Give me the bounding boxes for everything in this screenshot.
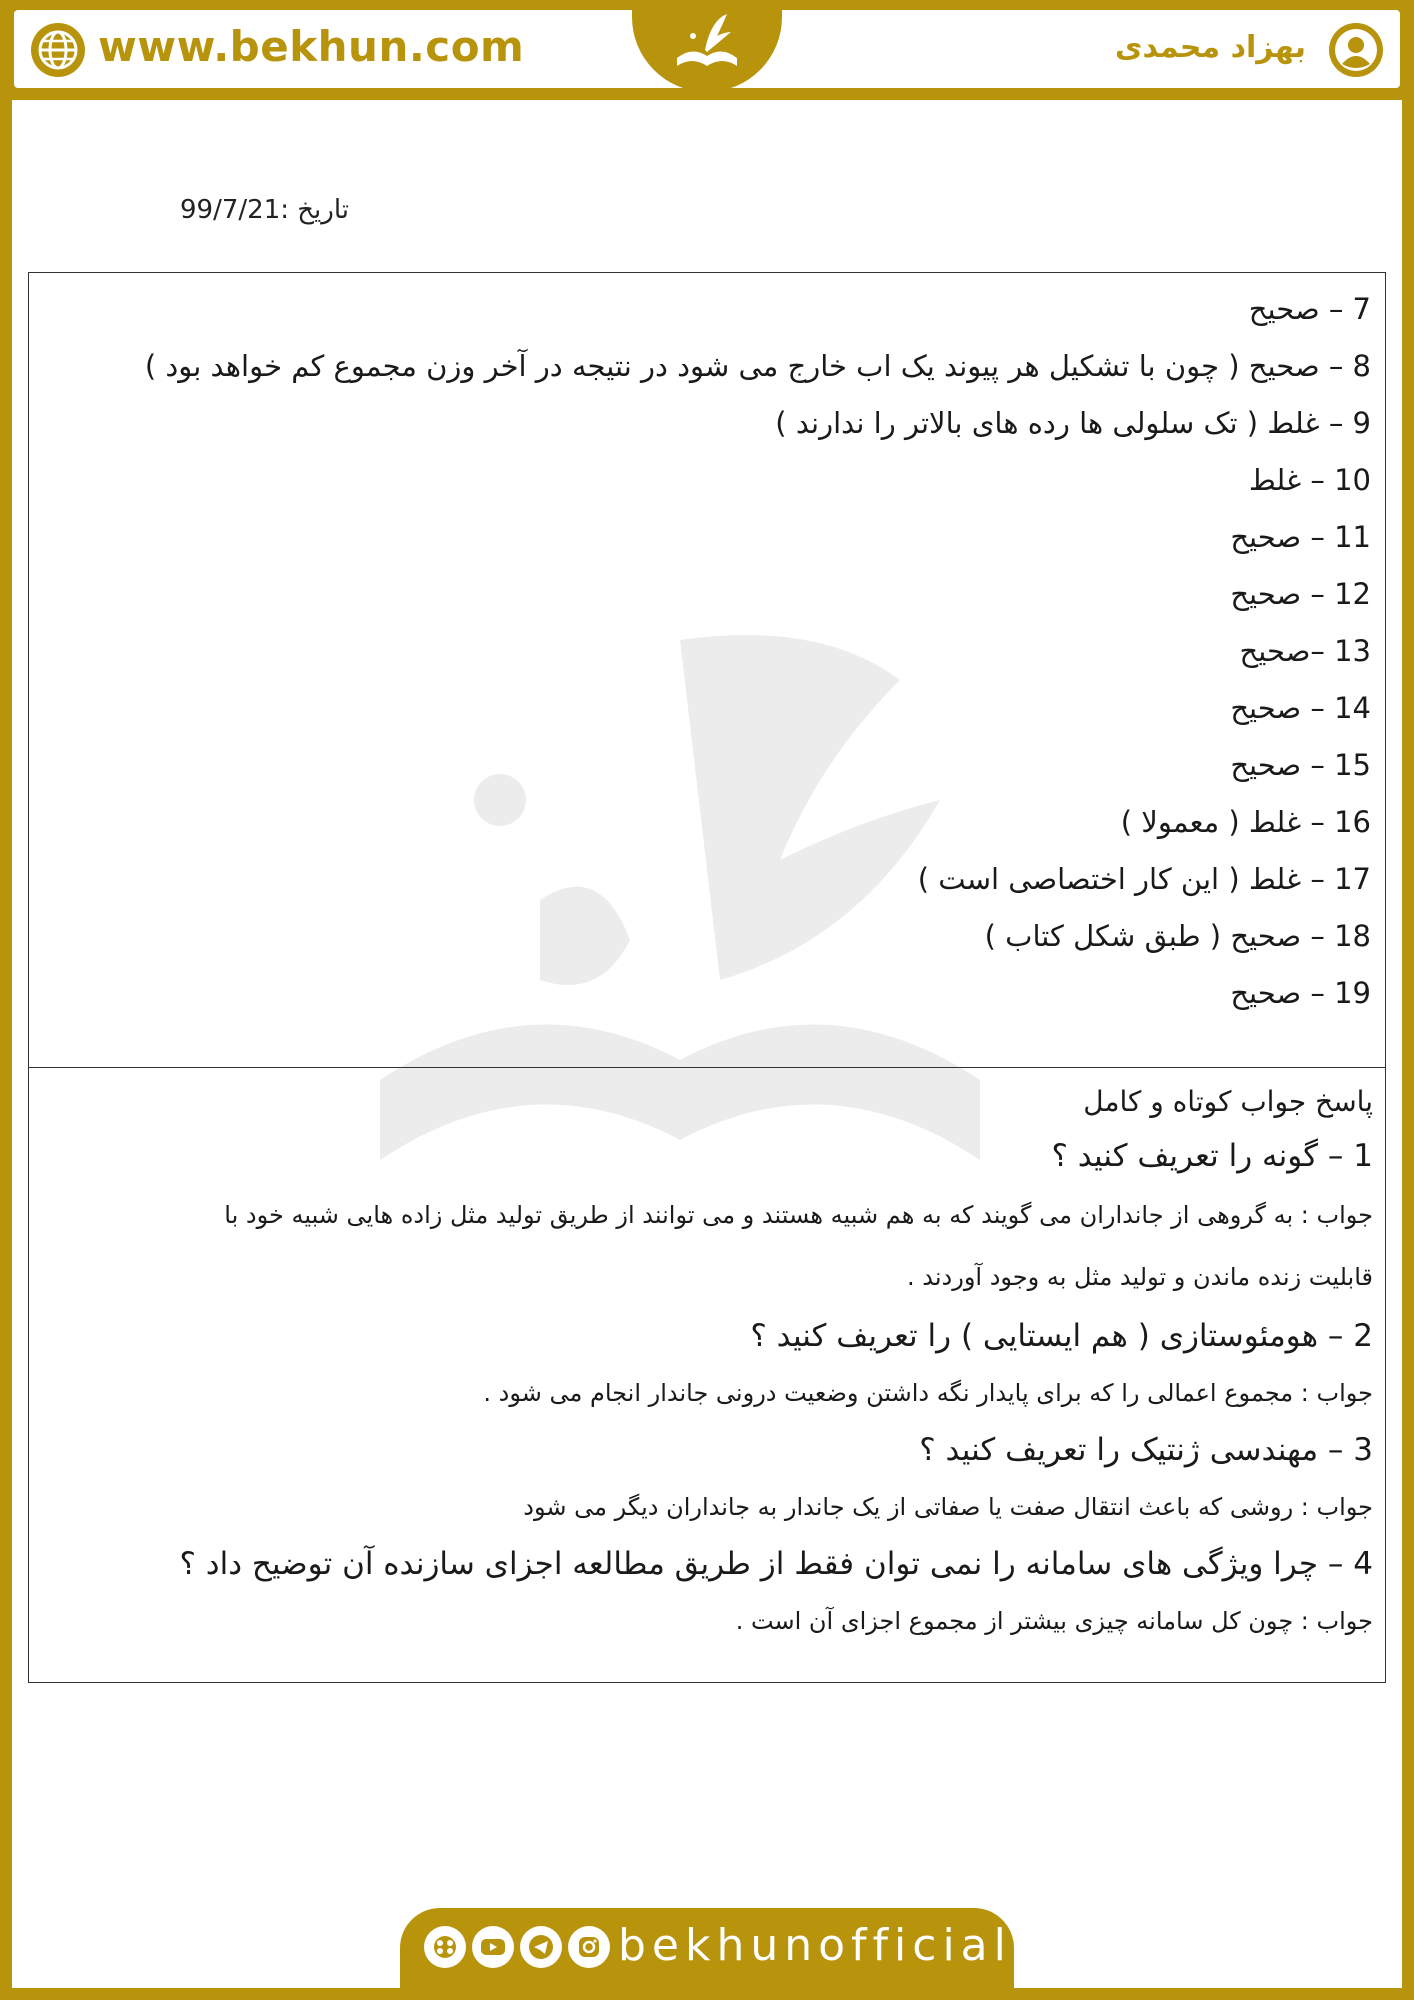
section-heading: پاسخ جواب کوتاه و کامل (1083, 1085, 1373, 1118)
answer-item: 7 – صحیح (1248, 292, 1371, 326)
telegram-icon[interactable] (520, 1926, 562, 1968)
answer-2: جواب : مجموع اعمالی را که برای پایدار نگه داشتن وضعیت درونی جاندار انجام می شود . (483, 1379, 1373, 1407)
question-3: 3 – مهندسی ژنتیک را تعریف کنید ؟ (919, 1432, 1373, 1468)
answer-item: 19 – صحیح (1230, 976, 1371, 1010)
social-handle[interactable]: bekhunofficial (618, 1920, 1012, 1971)
globe-icon (28, 20, 88, 80)
question-1: 1 – گونه را تعریف کنید ؟ (1051, 1138, 1373, 1174)
site-url[interactable]: www.bekhun.com (98, 22, 525, 71)
book-logo-icon (667, 6, 747, 86)
answer-item: 16 – غلط ( معمولا ) (1120, 805, 1371, 839)
answer-item: 14 – صحیح (1230, 691, 1371, 725)
date-label: تاریخ :99/7/21 (180, 195, 349, 225)
user-icon (1326, 20, 1386, 80)
social-icons (424, 1926, 610, 1968)
answer-4: جواب : چون کل سامانه چیزی بیشتر از مجموع اجزای آن است . (735, 1607, 1373, 1635)
answer-1-line-1: جواب : به گروهی از جانداران می گویند که به هم شبیه هستند و می توانند از طریق تولید مثل زاده هایی شبیه خود با (224, 1201, 1373, 1229)
youtube-icon[interactable] (472, 1926, 514, 1968)
question-2: 2 – هومئوستازی ( هم ایستایی ) را تعریف کنید ؟ (750, 1318, 1373, 1354)
footer-social-bar (400, 1908, 1014, 1988)
answer-item: 12 – صحیح (1230, 577, 1371, 611)
answer-item: 9 – غلط ( تک سلولی ها رده های بالاتر را ندارند ) (775, 406, 1371, 440)
instagram-icon[interactable] (568, 1926, 610, 1968)
author-name: بهزاد محمدی (1115, 30, 1306, 65)
question-4: 4 – چرا ویژگی های سامانه را نمی توان فقط از طریق مطالعه اجزای سازنده آن توضیح داد ؟ (179, 1546, 1373, 1582)
answer-item: 17 – غلط ( این کار اختصاصی است ) (917, 862, 1371, 896)
answer-item: 10 – غلط (1248, 463, 1371, 497)
short-answer-section (41, 1076, 1373, 1650)
answer-item: 8 – صحیح ( چون با تشکیل هر پیوند یک اب خارج می شود در نتیجه در آخر وزن مجموع کم خواهد بود ) (144, 349, 1371, 383)
answer-1-line-2: قابلیت زنده ماندن و تولید مثل به وجود آوردند . (907, 1263, 1373, 1291)
answer-item: 11 – صحیح (1230, 520, 1371, 554)
answer-item: 15 – صحیح (1230, 748, 1371, 782)
answers-list (145, 281, 1371, 1022)
true-false-answers-box (28, 272, 1386, 1068)
answer-item: 18 – صحیح ( طبق شکل کتاب ) (984, 919, 1371, 953)
answer-item: 13 –صحیح (1239, 634, 1371, 668)
aparat-icon[interactable] (424, 1926, 466, 1968)
short-answer-box (28, 1067, 1386, 1683)
answer-3: جواب : روشی که باعث انتقال صفت یا صفاتی از یک جاندار به جانداران دیگر می شود (523, 1493, 1373, 1521)
